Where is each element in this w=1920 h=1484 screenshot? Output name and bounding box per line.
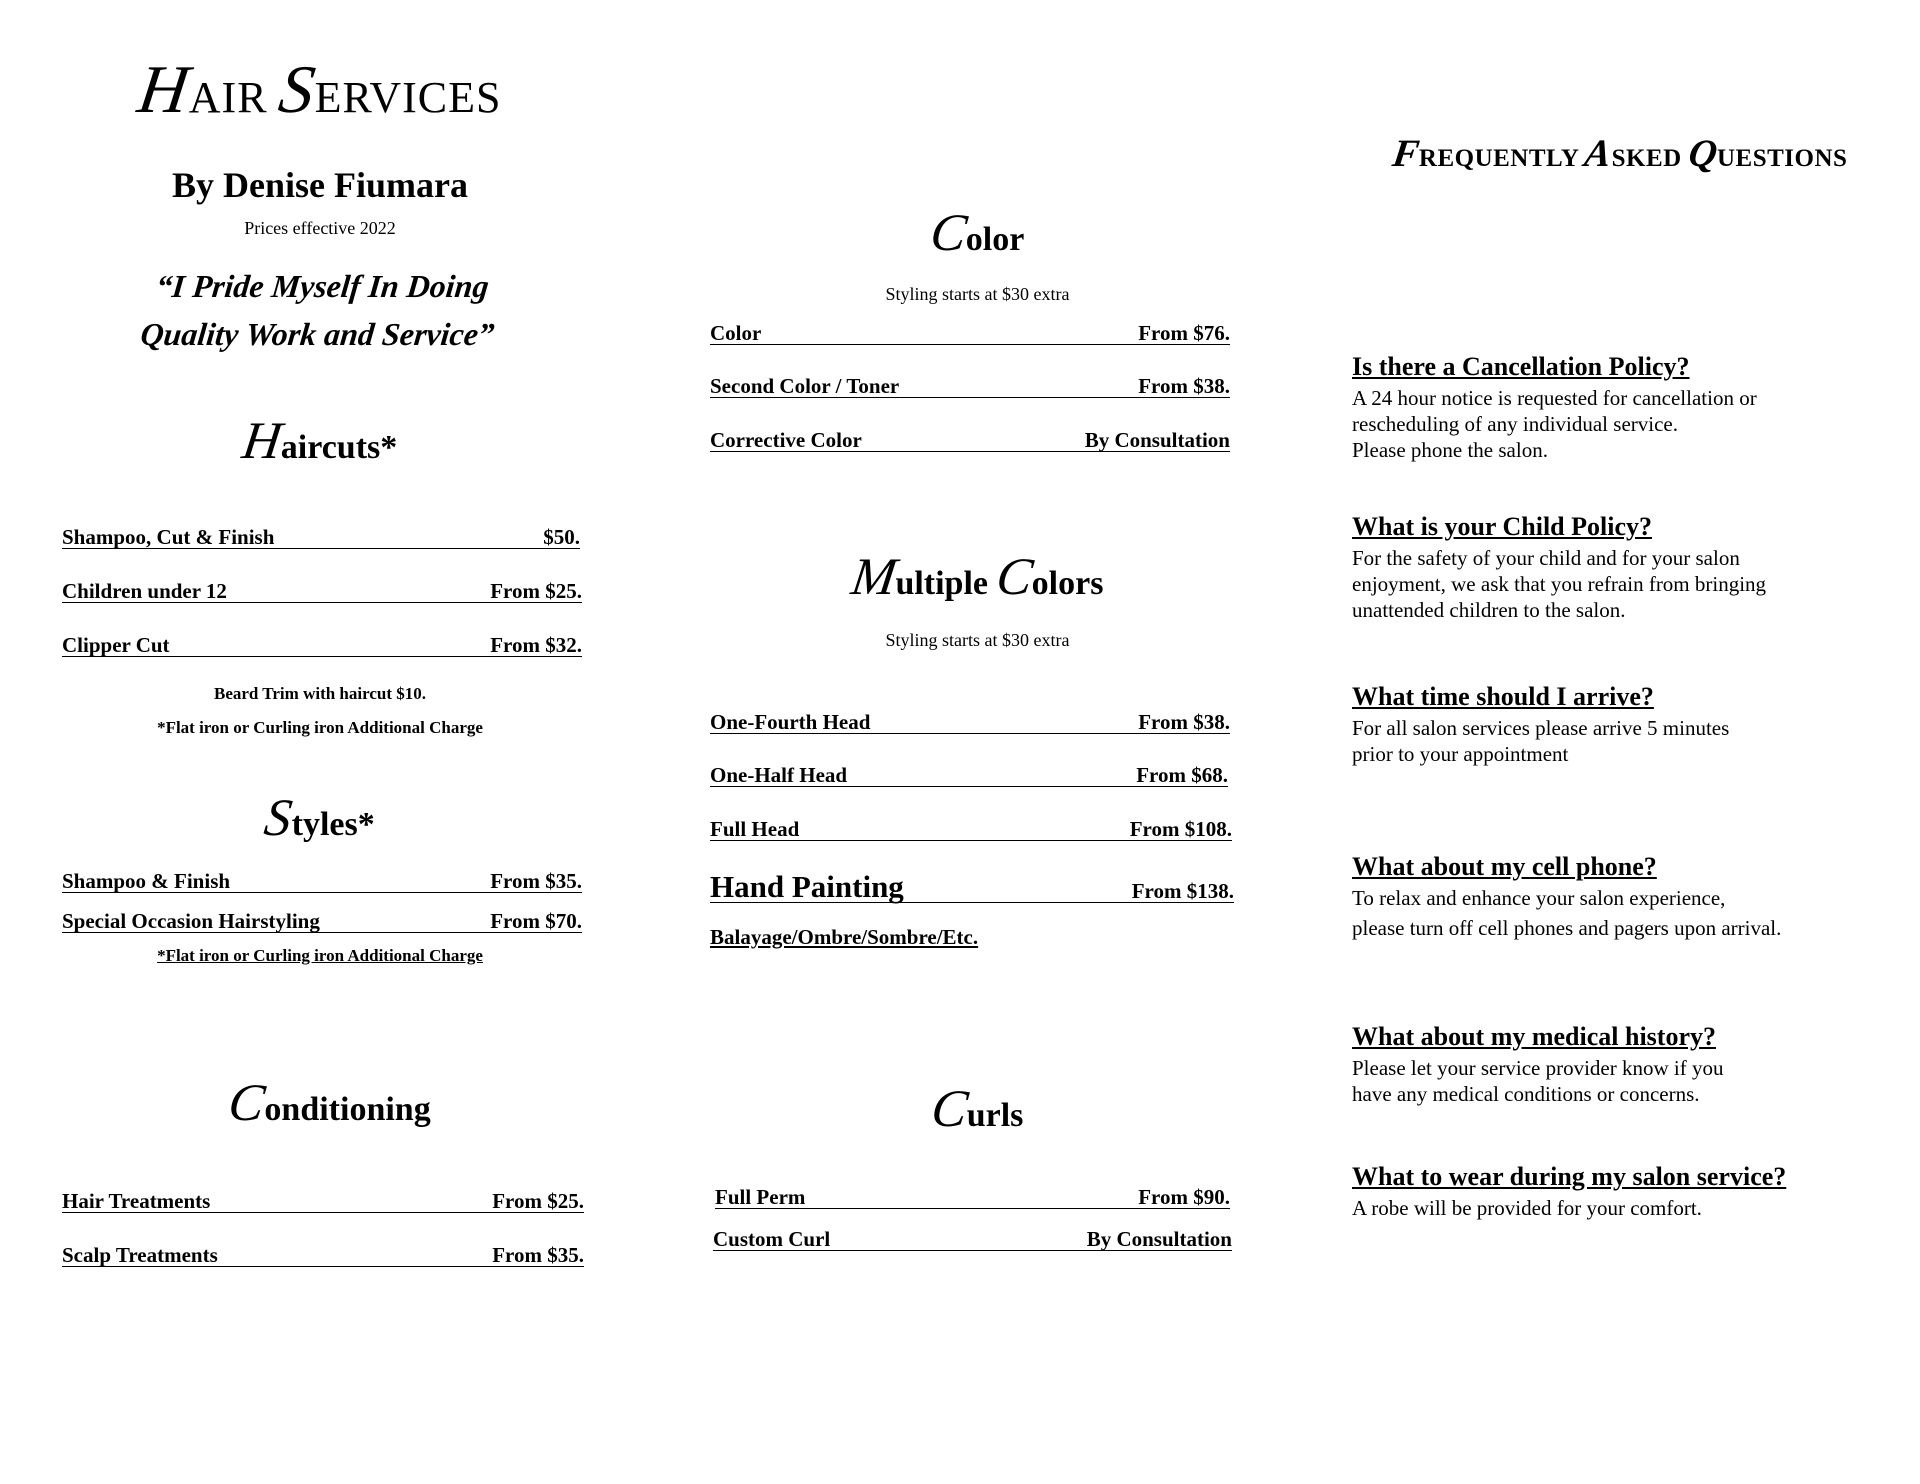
faq-answer-arrival-time: For all salon services please arrive 5 minutes prior to your appointment — [1352, 716, 1730, 766]
faq-answer-what-to-wear: A robe will be provided for your comfort. — [1352, 1196, 1702, 1220]
byline: By Denise Fiumara — [172, 165, 468, 205]
beard-trim-note: Beard Trim with haircut $10. — [213, 684, 427, 703]
faq-question-child-policy: What is your Child Policy? — [1352, 512, 1653, 541]
conditioning-heading: Conditioning — [225, 1074, 431, 1132]
styles-heading: Styles* — [261, 789, 375, 847]
price-row-color: Color From $76. — [710, 318, 1230, 345]
multiple-colors-heading: Multiple Colors — [847, 548, 1104, 606]
price-row-one-half-head: One-Half Head From $68. — [710, 760, 1228, 787]
price-row-one-fourth-head: One-Fourth Head From $38. — [710, 707, 1230, 734]
faq-question-arrival-time: What time should I arrive? — [1352, 682, 1654, 711]
prices-effective: Prices effective 2022 — [244, 218, 396, 238]
price-row-special-occasion: Special Occasion Hairstyling From $70. — [62, 906, 582, 933]
price-row-second-color: Second Color / Toner From $38. — [710, 371, 1230, 398]
price-row-corrective-color: Corrective Color By Consultation — [710, 425, 1230, 452]
haircuts-heading: Haircuts* — [238, 412, 398, 470]
faq-answer-cell-phone: To relax and enhance your salon experience, please turn off cell phones and pagers upon arrival. — [1352, 886, 1782, 940]
faq-question-what-to-wear: What to wear during my salon service? — [1352, 1162, 1787, 1191]
price-row-full-head: Full Head From $108. — [710, 814, 1232, 841]
faq-answer-cancellation: A 24 hour notice is requested for cancellation or rescheduling of any individual service. Please phone the salon. — [1352, 386, 1757, 462]
price-row-custom-curl: Custom Curl By Consultation — [713, 1224, 1232, 1251]
faq-title: FREQUENTLY ASKED QUESTIONS — [1389, 132, 1848, 175]
curls-heading: Curls — [927, 1080, 1024, 1138]
faq-question-cell-phone: What about my cell phone? — [1352, 852, 1657, 881]
price-row-shampoo-finish: Shampoo & Finish From $35. — [62, 866, 582, 893]
faq-question-medical-history: What about my medical history? — [1352, 1022, 1716, 1051]
faq-question-cancellation: Is there a Cancellation Policy? — [1352, 352, 1690, 381]
price-row-hand-painting: Hand Painting From $138. — [710, 869, 1234, 904]
price-row-shampoo-cut-finish: Shampoo, Cut & Finish $50. — [62, 522, 580, 549]
quote-line-2: Quality Work and Service” — [138, 316, 497, 352]
styles-flat-iron-note: *Flat iron or Curling iron Additional Charge — [157, 946, 483, 965]
faq-answer-child-policy: For the safety of your child and for your salon enjoyment, we ask that you refrain from bringing unattended children to the salon. — [1352, 546, 1767, 622]
color-heading: Color — [926, 204, 1025, 262]
page-title: HAIR SERVICES — [133, 51, 502, 127]
color-styling-note: Styling starts at $30 extra — [885, 284, 1070, 304]
price-row-hair-treatments: Hair Treatments From $25. — [62, 1186, 584, 1213]
multiple-colors-styling-note: Styling starts at $30 extra — [885, 630, 1070, 650]
quote-line-1: “I Pride Myself In Doing — [154, 268, 491, 304]
price-row-scalp-treatments: Scalp Treatments From $35. — [62, 1240, 584, 1267]
faq-answer-medical-history: Please let your service provider know if you have any medical conditions or concerns. — [1352, 1056, 1724, 1106]
balayage-label: Balayage/Ombre/Sombre/Etc. — [710, 925, 979, 949]
flat-iron-note: *Flat iron or Curling iron Additional Charge — [157, 718, 483, 737]
price-row-children: Children under 12 From $25. — [62, 576, 582, 603]
tagline-quote — [55, 262, 585, 358]
price-row-clipper-cut: Clipper Cut From $32. — [62, 630, 582, 657]
price-row-full-perm: Full Perm From $90. — [715, 1182, 1230, 1209]
